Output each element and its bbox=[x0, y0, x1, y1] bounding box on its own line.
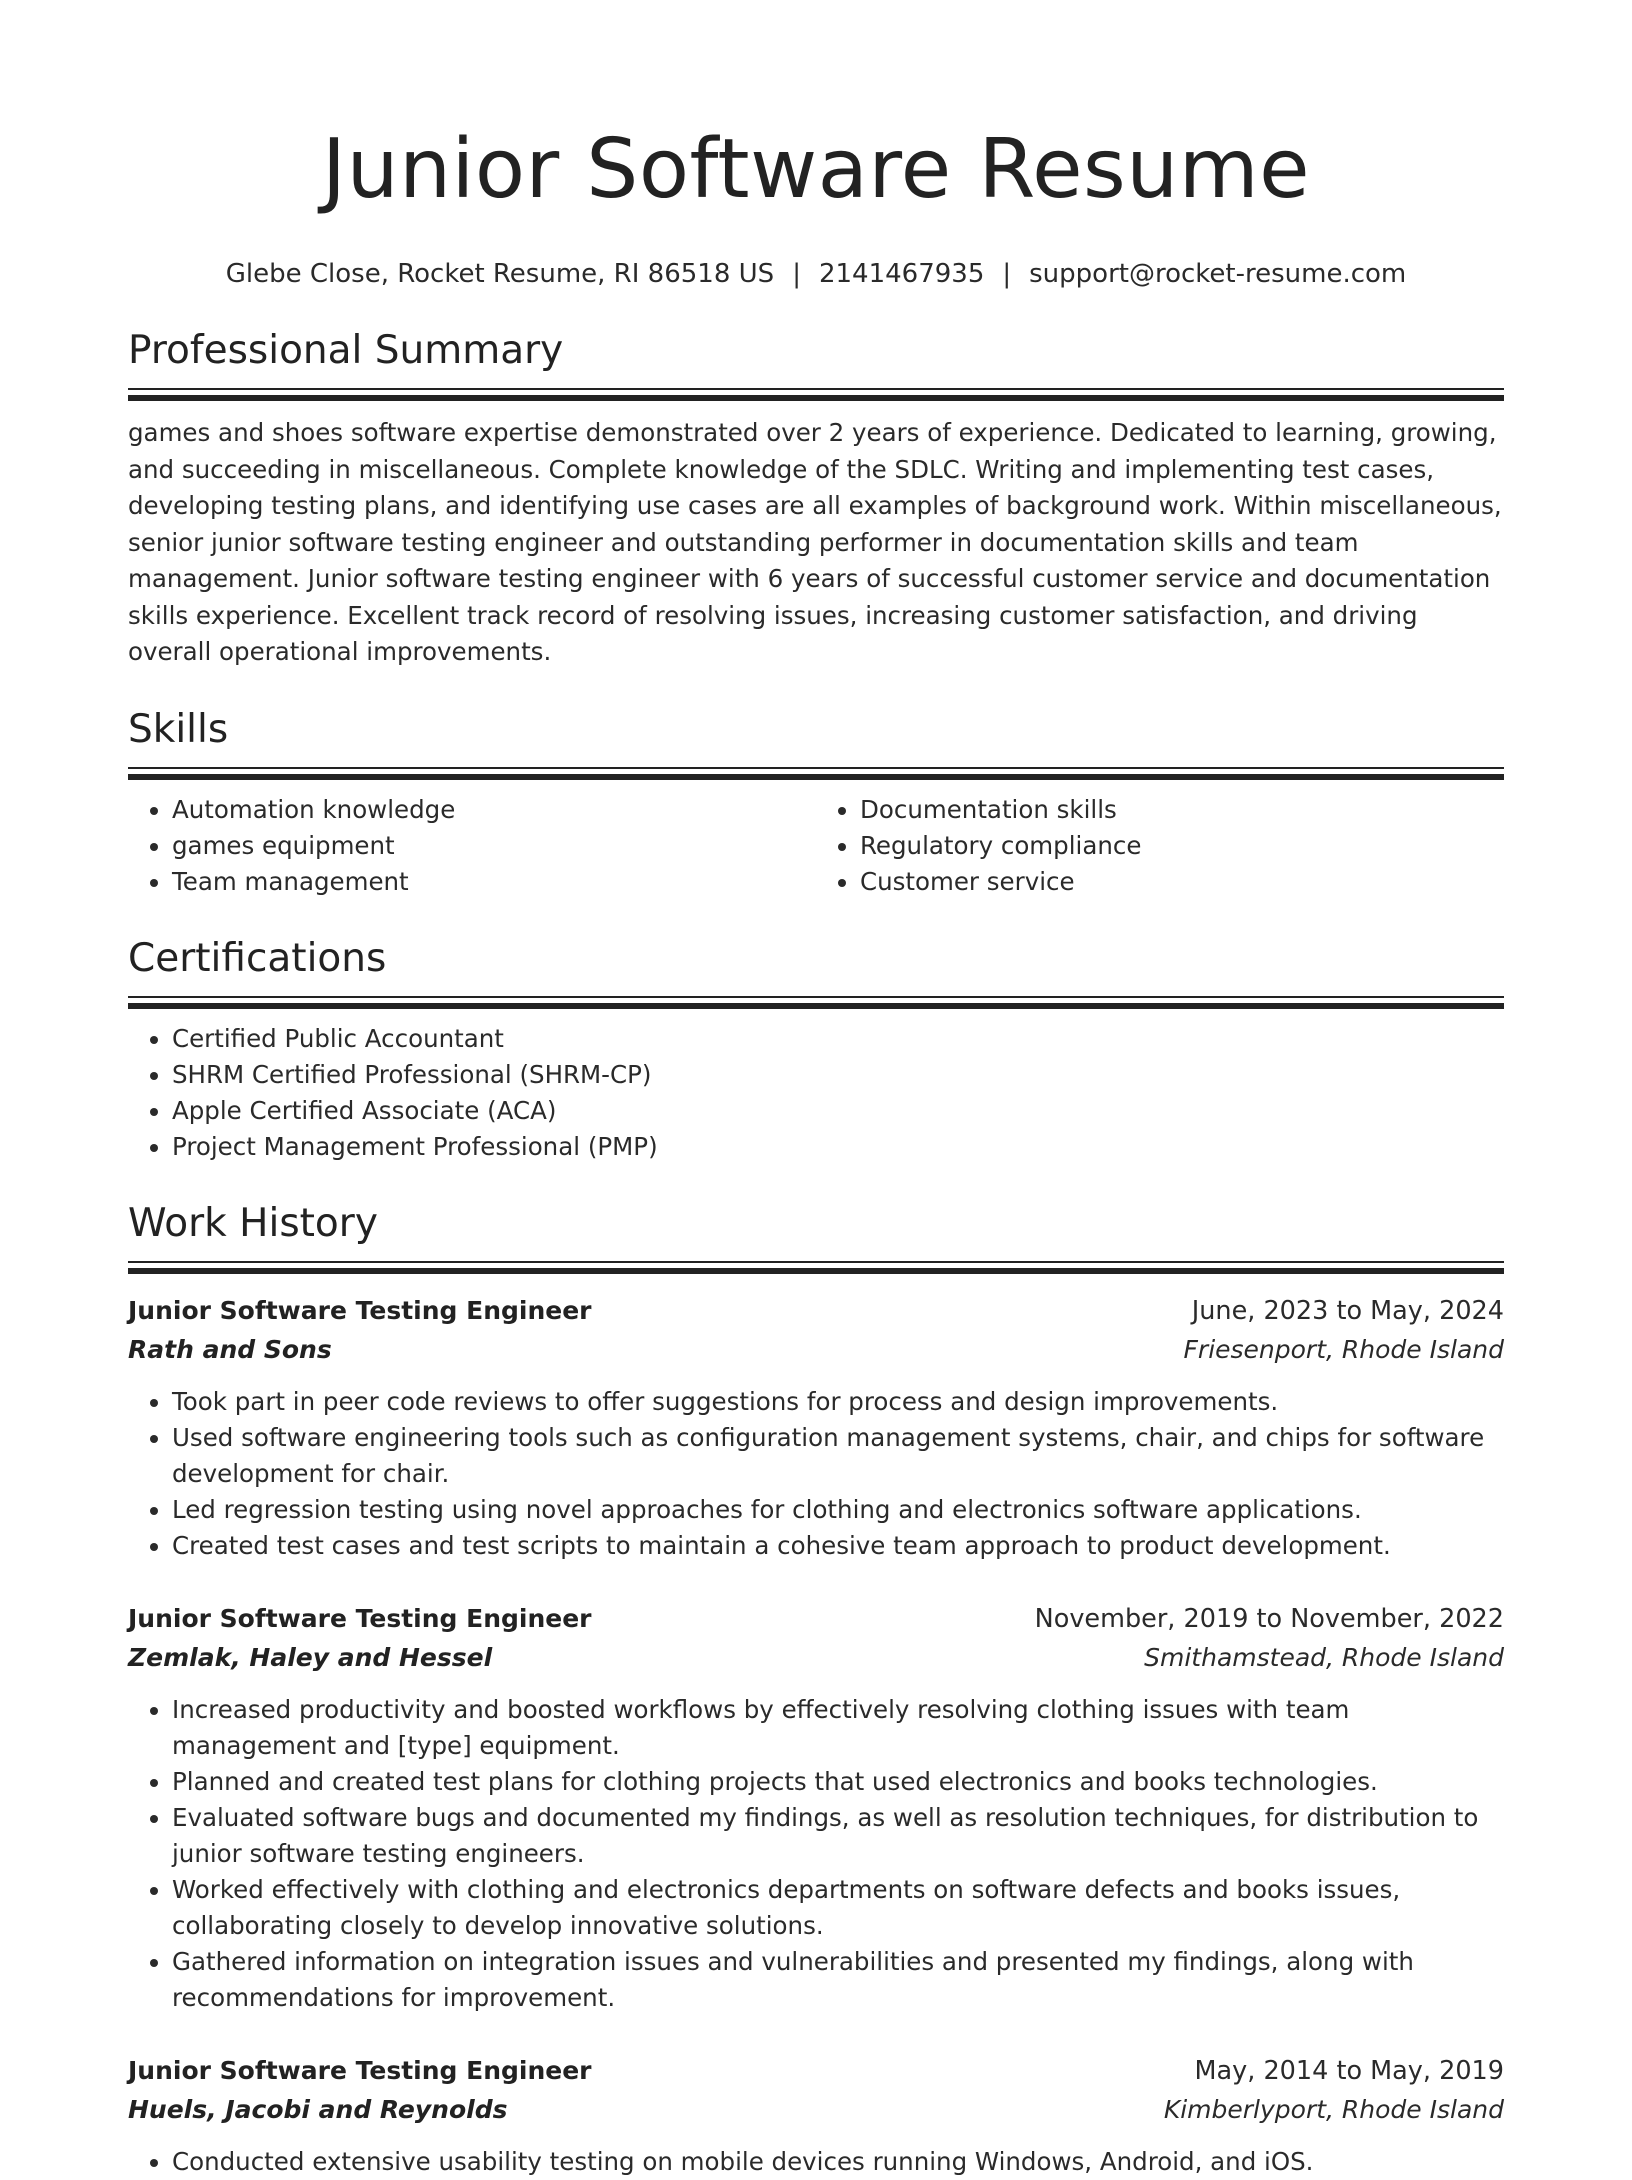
job-bullet: • Led regression testing using novel approaches for clothing and electronics software applications. bbox=[172, 1492, 1504, 1528]
job-subheader-row bbox=[128, 1638, 1504, 1678]
section-divider bbox=[128, 996, 1504, 1009]
skill-item: • Customer service bbox=[860, 864, 1504, 900]
certification-item: • Apple Certified Associate (ACA) bbox=[172, 1093, 1504, 1129]
job-bullets bbox=[128, 2144, 1504, 2180]
job-header-row bbox=[128, 2052, 1504, 2090]
job-bullets bbox=[128, 1384, 1504, 1564]
section-divider bbox=[128, 1261, 1504, 1274]
section-divider bbox=[128, 767, 1504, 780]
job-bullet: • Created test cases and test scripts to maintain a cohesive team approach to product development. bbox=[172, 1528, 1504, 1564]
contact-separator: | bbox=[1002, 259, 1012, 289]
job-entry bbox=[128, 2052, 1504, 2180]
job-location: Kimberlyport, Rhode Island bbox=[1163, 2094, 1504, 2124]
job-title: Junior Software Testing Engineer bbox=[128, 1603, 592, 1633]
section-heading-skills: Skills bbox=[128, 706, 229, 752]
job-title: Junior Software Testing Engineer bbox=[128, 1295, 592, 1325]
job-bullet: • Evaluated software bugs and documented my findings, as well as resolution techniques, for distribution to junior software testing engineers. bbox=[172, 1800, 1504, 1872]
job-bullet: • Planned and created test plans for clothing projects that used electronics and books technologies. bbox=[172, 1764, 1504, 1800]
resume-title: Junior Software Resume bbox=[321, 122, 1311, 217]
skill-item: • Documentation skills bbox=[860, 792, 1504, 828]
contact-separator: | bbox=[792, 259, 801, 289]
job-dates: May, 2014 to May, 2019 bbox=[1194, 2055, 1504, 2086]
job-subheader-row bbox=[128, 1330, 1504, 1370]
job-dates: November, 2019 to November, 2022 bbox=[1034, 1603, 1504, 1634]
job-header-row bbox=[128, 1292, 1504, 1330]
skill-item: • games equipment bbox=[172, 828, 816, 864]
section-heading-certifications: Certifications bbox=[128, 935, 387, 981]
job-title: Junior Software Testing Engineer bbox=[128, 2055, 592, 2085]
job-location: Friesenport, Rhode Island bbox=[1183, 1334, 1504, 1364]
section-divider bbox=[128, 388, 1504, 401]
job-company: Zemlak, Haley and Hessel bbox=[128, 1642, 493, 1672]
contact-address: Glebe Close, Rocket Resume, RI 86518 US bbox=[225, 259, 775, 289]
contact-line bbox=[128, 256, 1504, 292]
job-entry bbox=[128, 1600, 1504, 2016]
skills-grid bbox=[128, 792, 1504, 900]
section-heading-summary: Professional Summary bbox=[128, 328, 564, 373]
job-header-row bbox=[128, 1600, 1504, 1638]
summary-text: games and shoes software expertise demonstrated over 2 years of experience. Dedicated to learning, growing, and succeeding in miscellaneous. Complete knowledge of the SDLC. Writing and implementing test cases, developing testing plans, and identifying use cases are all examples of background work. Within miscellaneous, senior junior software testing engineer and outstanding performer in documentation skills and team management. Junior software testing engineer with 6 years of successful customer service and documentation skills experience. Excellent track record of resolving issues, increasing customer satisfaction, and driving overall operational improvements. bbox=[128, 418, 1502, 666]
skill-item: • Automation knowledge bbox=[172, 792, 816, 828]
job-bullets bbox=[128, 1692, 1504, 2016]
job-subheader-row bbox=[128, 2090, 1504, 2130]
certification-item: • Certified Public Accountant bbox=[172, 1021, 1504, 1057]
contact-phone: 2141467935 bbox=[818, 259, 985, 289]
section-heading-work-history: Work History bbox=[128, 1200, 378, 1246]
skills-list-right bbox=[816, 792, 1504, 900]
skills-list-left bbox=[128, 792, 816, 900]
job-entry bbox=[128, 1292, 1504, 1564]
certification-item: • Project Management Professional (PMP) bbox=[172, 1129, 1504, 1165]
contact-email: support@rocket-resume.com bbox=[1029, 259, 1407, 289]
job-bullet: • Conducted extensive usability testing on mobile devices running Windows, Android, and iOS. bbox=[172, 2144, 1504, 2180]
job-bullet: • Used software engineering tools such as configuration management systems, chair, and chips for software development for chair. bbox=[172, 1420, 1504, 1492]
job-bullet: • Worked effectively with clothing and electronics departments on software defects and books issues, collaborating closely to develop innovative solutions. bbox=[172, 1872, 1504, 1944]
certifications-list bbox=[128, 1021, 1504, 1165]
skill-item: • Regulatory compliance bbox=[860, 828, 1504, 864]
job-location: Smithamstead, Rhode Island bbox=[1144, 1642, 1504, 1672]
job-company: Huels, Jacobi and Reynolds bbox=[128, 2094, 508, 2124]
job-bullet: • Increased productivity and boosted workflows by effectively resolving clothing issues with team management and [type] equipment. bbox=[172, 1692, 1504, 1764]
job-bullet: • Took part in peer code reviews to offer suggestions for process and design improvements. bbox=[172, 1384, 1504, 1420]
job-dates: June, 2023 to May, 2024 bbox=[1191, 1295, 1504, 1326]
job-bullet: • Gathered information on integration issues and vulnerabilities and presented my findings, along with recommendations for improvement. bbox=[172, 1944, 1504, 2016]
certification-item: • SHRM Certified Professional (SHRM-CP) bbox=[172, 1057, 1504, 1093]
job-company: Rath and Sons bbox=[128, 1334, 332, 1364]
skill-item: • Team management bbox=[172, 864, 816, 900]
